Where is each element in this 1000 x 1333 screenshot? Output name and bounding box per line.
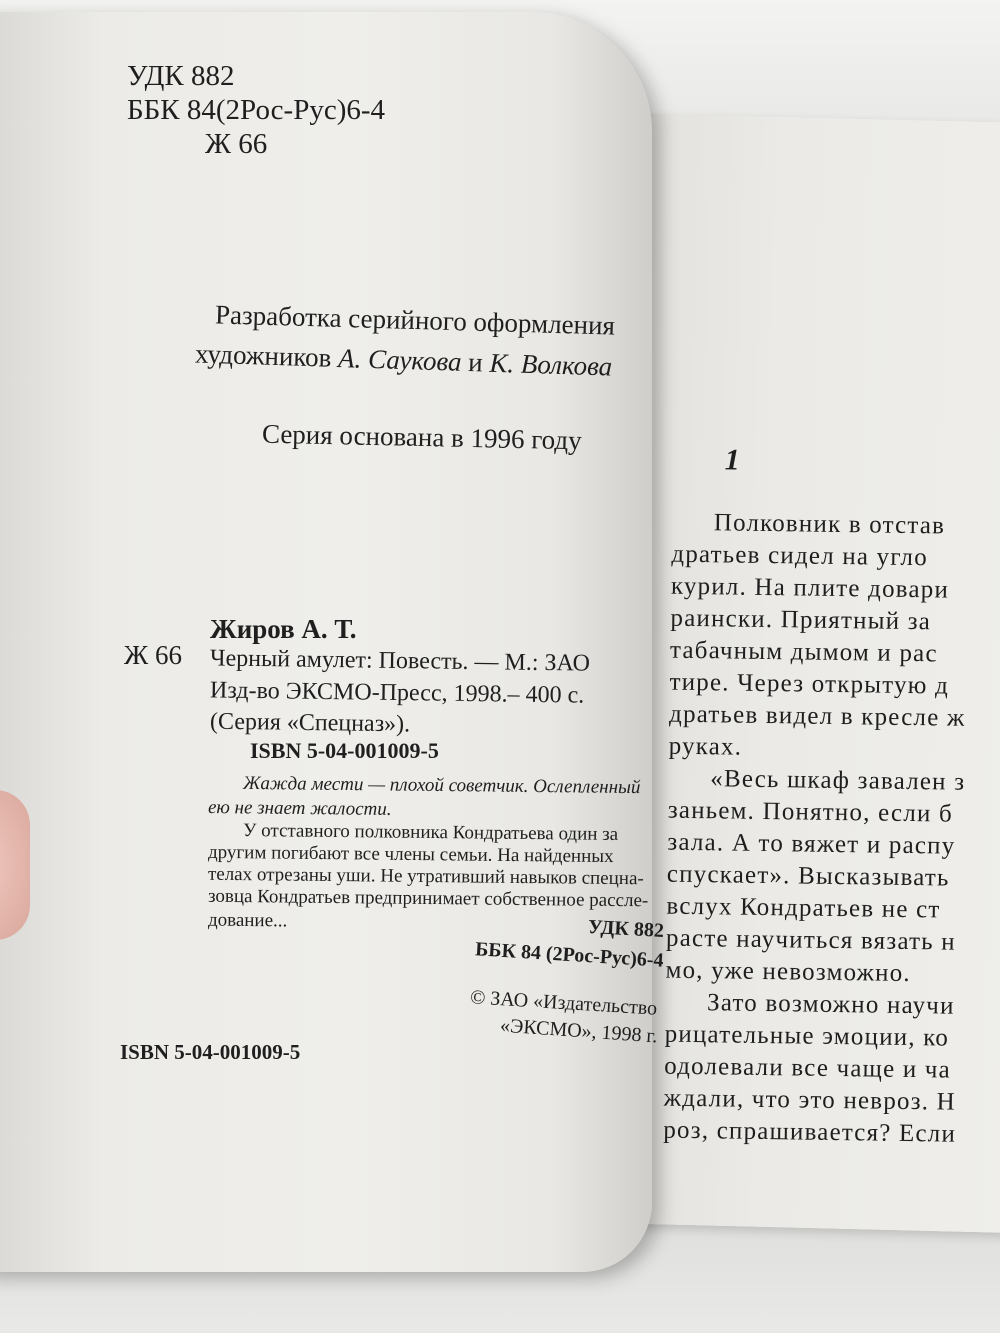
- bbk-small: ББК 84 (2Рос-Рус)6-4: [474, 938, 665, 972]
- design-artist-1: А. Саукова: [337, 342, 463, 377]
- body-line: спускает». Высказывать: [666, 860, 950, 892]
- series-founded: Серия основана в 1996 году: [261, 418, 583, 456]
- body-line: Зато возможно научи: [706, 989, 955, 1020]
- right-page-text: [663, 443, 1000, 1152]
- udc-line: УДК 882: [127, 60, 235, 92]
- chapter-body: [663, 507, 1000, 1152]
- body-line: тире. Через открытую д: [669, 668, 950, 700]
- bbk-line: ББК 84(2Рос-Рус)6-4: [127, 94, 386, 126]
- body-line: зала. А то вяжет и распу: [667, 828, 956, 860]
- design-prefix: художников: [194, 338, 339, 373]
- body-line: мо, уже невозможно.: [665, 956, 912, 988]
- catalog-code: Ж 66: [124, 640, 182, 670]
- isbn: ISBN 5-04-001009-5: [250, 738, 439, 763]
- series-line: (Серия «Спецназ»).: [209, 708, 411, 738]
- body-line: рицательные эмоции, ко: [664, 1020, 950, 1052]
- body-line: Полковник в отстав: [713, 509, 946, 540]
- body-line: одолевали все чаще и ча: [664, 1052, 952, 1084]
- body-line: «Весь шкаф завален з: [710, 765, 966, 796]
- body-line: расте научиться вязать н: [665, 924, 957, 956]
- author-name: Жиров А. Т.: [210, 614, 357, 644]
- body-line: раински. Приятный за: [670, 604, 932, 636]
- design-line-1: Разработка серийного оформления: [214, 299, 616, 341]
- title-line: Черный амулет: Повесть. — М.: ЗАО: [209, 645, 591, 677]
- annotation-line: зовца Кондратьев предпринимает собственное рассле-: [207, 885, 649, 912]
- publisher-line: Изд-во ЭКСМО-Пресс, 1998.– 400 с.: [209, 677, 585, 709]
- body-line: табачным дымом и рас: [669, 636, 938, 668]
- udc-small: УДК 882: [587, 916, 665, 942]
- design-and: и: [461, 346, 490, 378]
- annotation-line: У отставного полковника Кондратьева один за: [242, 820, 619, 845]
- body-line: заньем. Понятно, если б: [667, 796, 954, 828]
- annotation-line: телах отрезаны уши. Не утративший навыков спецна-: [207, 863, 644, 890]
- annotation-line: дование...: [207, 909, 288, 932]
- author-mark: Ж 66: [205, 128, 268, 160]
- body-line: курил. На плите довари: [670, 572, 950, 604]
- body-line: дратьев видел в кресле ж: [668, 700, 966, 732]
- annotation-line: ею не знает жалости.: [207, 797, 392, 820]
- body-line: вслух Кондратьев не ст: [666, 892, 941, 924]
- body-line: руках.: [668, 732, 743, 761]
- chapter-number: 1: [724, 443, 742, 477]
- thumb: [0, 790, 30, 940]
- body-line: ждали, что это невроз. Н: [663, 1084, 957, 1116]
- annotation-line: другим погибают все члены семьи. На найденных: [207, 841, 614, 868]
- isbn-bottom: ISBN 5-04-001009-5: [120, 1040, 301, 1064]
- annotation-line: Жажда мести — плохой советчик. Ослепленный: [242, 772, 641, 799]
- copyright-line-2: «ЭКСМО», 1998 г.: [499, 1014, 659, 1048]
- body-line: дратьев сидел на угло: [671, 540, 929, 572]
- design-artist-2: К. Волкова: [489, 347, 613, 382]
- copyright-line-1: © ЗАО «Издательство: [469, 986, 658, 1020]
- body-line: роз, спрашивается? Если: [663, 1116, 957, 1148]
